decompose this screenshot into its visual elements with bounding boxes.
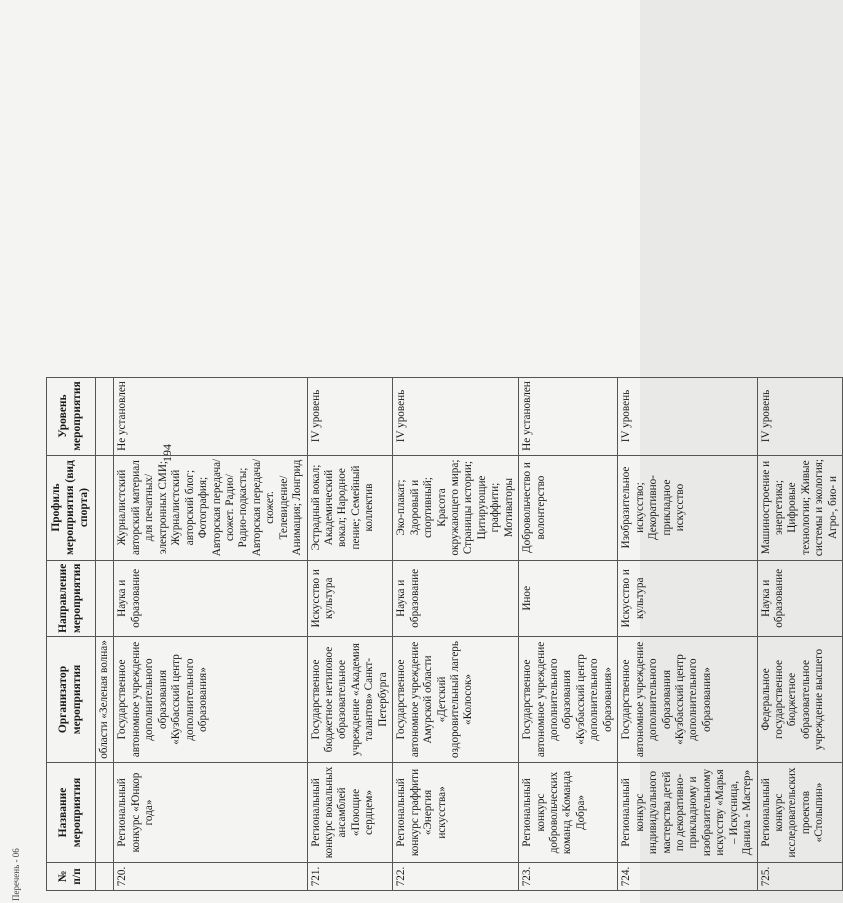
events-table [46,377,843,891]
header-num: № п/п [47,863,96,891]
header-name: Название мероприятия [47,763,96,863]
row-number: 724. [618,863,757,891]
table-row [757,377,843,890]
event-profile: Журналистский авторский материал для печатных/электронных СМИ; Журналистский авторский блог; Фотография; Авторская передача/сюжет. Радио/ Радио-подкасты; Авторская передача/ сюжет. Телевидение/ Анимация; Лонгрид [114,455,307,560]
event-name: Региональный конкурс добровольческих команд «Команда Добра» [519,763,618,863]
event-organizer: Государственное бюджетное нетиповое образовательное учреждение «Академия талантов» Санкт-Петербурга [307,637,393,763]
row-number: 722. [393,863,519,891]
row-number: 723. [519,863,618,891]
header-direction: Направление мероприятия [47,560,96,636]
event-level: Не установлен [519,377,618,455]
event-profile: Добровольчество и волонтерство [519,455,618,560]
event-direction: Наука и образование [393,560,519,636]
footer-text: Перечень - 06 [11,848,21,901]
event-level: IV уровень [307,377,393,455]
event-profile: Эстрадный вокал; Академический вокал; Народное пение; Семейный коллектив [307,455,393,560]
event-name: Региональный конкурс «Юнкор года» [114,763,307,863]
event-level: IV уровень [757,377,843,455]
event-profile: Эко-плакат; Здоровый и спортивный; Красота окружающего мира; Страницы истории; Цитирующие граффити; Мотиваторы [393,455,519,560]
table-row [618,377,757,890]
table-row [519,377,618,890]
event-direction: Наука и образование [757,560,843,636]
event-level: IV уровень [393,377,519,455]
event-direction: Наука и образование [114,560,307,636]
header-row [47,377,96,890]
event-name: Региональный конкурс исследовательских проектов «Столыпин» [757,763,843,863]
event-organizer: Федеральное государственное бюджетное образовательное учреждение высшего [757,637,843,763]
event-level: IV уровень [618,377,757,455]
event-organizer: Государственное автономное учреждение дополнительного образования «Кузбасский центр дополнительного образования» [519,637,618,763]
row-number: 720. [114,863,307,891]
row-number: 725. [757,863,843,891]
table-row [307,377,393,890]
continuation-organizer: области «Зеленая волна» [96,637,114,763]
event-name: Региональный конкурс вокальных ансамблей «Поющие сердцем» [307,763,393,863]
header-level: Уровень мероприятия [47,377,96,455]
event-organizer: Государственное автономное учреждение дополнительного образования «Кузбасский центр дополнительного образования» [618,637,757,763]
page-number: 194 [160,444,174,462]
event-direction: Иное [519,560,618,636]
event-profile: Изобразительное искусство; Декоративно-прикладное искусство [618,455,757,560]
header-profile: Профиль мероприятия (вид спорта) [47,455,96,560]
event-organizer: Государственное автономное учреждение Амурской области «Детский оздоровительный лагерь «Колосок» [393,637,519,763]
table-row [114,377,307,890]
event-level: Не установлен [114,377,307,455]
row-number: 721. [307,863,393,891]
header-organizer: Организатор мероприятия [47,637,96,763]
event-name: Региональный конкурс граффити «Энергия искусства» [393,763,519,863]
event-organizer: Государственное автономное учреждение дополнительного образования «Кузбасский центр дополнительного образования» [114,637,307,763]
event-direction: Искусство и культура [307,560,393,636]
continuation-row [96,377,114,890]
event-direction: Искусство и культура [618,560,757,636]
event-name: Региональный конкурс индивидуального мастерства детей по декоративно-прикладному и изобразительному искусству «Марья – Искусница, Данила - Мастер» [618,763,757,863]
event-profile: Машиностроение и энергетика; Цифровые технологии; Живые системы и экология; Агро-, био- и [757,455,843,560]
table-row [393,377,519,890]
